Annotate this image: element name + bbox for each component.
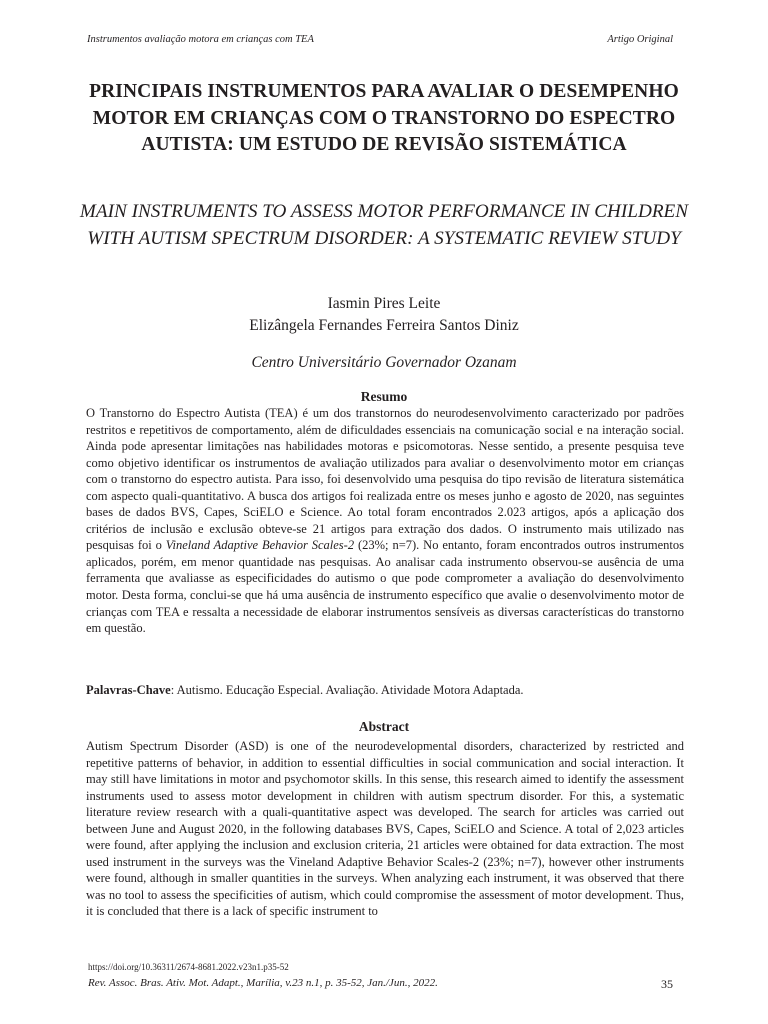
keywords-text: : Autismo. Educação Especial. Avaliação. Atividade Motora Adaptada. bbox=[170, 683, 524, 697]
affiliation: Centro Universitário Governador Ozanam bbox=[251, 354, 517, 371]
running-header-left: Instrumentos avaliação motora em crianças com TEA bbox=[87, 34, 314, 45]
abstract-heading: Abstract bbox=[358, 719, 410, 734]
page-number: 35 bbox=[661, 977, 673, 991]
resumo-heading: Resumo bbox=[360, 389, 408, 404]
title-english: MAIN INSTRUMENTS TO ASSESS MOTOR PERFORMANCE IN CHILDREN WITH AUTISM SPECTRUM DISORDER: A SYSTEMATIC REVIEW STUDY bbox=[79, 201, 689, 249]
author-name: Iasmin Pires Leite bbox=[327, 295, 441, 312]
running-header-right: Artigo Original bbox=[607, 34, 673, 45]
author-name: Elizângela Fernandes Ferreira Santos Diniz bbox=[249, 316, 519, 334]
keywords-label: Palavras-Chave bbox=[86, 683, 171, 697]
resumo-text-part-2: (23%; n=7). No entanto, foram encontrados outros instrumentos aplicados, porém, em menor quantidade nas pesquisas. Ao analisar cada instrumento observou-se ausência de uma ferramenta que avaliasse as especificidades do autismo o que pode comprometer a avaliação do desenvolvimento motor. Desta forma, conclui-se que há uma ausência de instrumento específico que avalie o desenvolvimento motor de crianças com TEA e ressalta a necessidade de elaborar instrumentos sensíveis as diversas características do transtorno em questão. bbox=[86, 538, 684, 636]
journal-citation: Rev. Assoc. Bras. Ativ. Mot. Adapt., Marília, v.23 n.1, p. 35-52, Jan./Jun., 2022. bbox=[88, 977, 438, 989]
resumo-body bbox=[86, 405, 684, 637]
resumo-text-part-1: O Transtorno do Espectro Autista (TEA) é um dos transtornos do neurodesenvolvimento caracterizado por padrões restritos e repetitivos de comportamento, além de dificuldades essenciais na comunicação social e na interação social. Ainda pode apresentar limitações nas habilidades motoras e psicomotoras. Nesse sentido, a presente pesquisa teve como objetivo identificar os instrumentos de avaliação utilizados para avaliar o desenvolvimento motor em crianças com o transtorno do espectro autista. Para isso, foi desenvolvido uma pesquisa do tipo revisão de literatura sistemática com aspecto quali-quantitativo. A busca dos artigos foi realizada entre os meses junho e agosto de 2020, nas seguintes bases de dados BVS, Capes, SciELO e Science. Ao total foram encontrados 2.023 artigos, após a aplicação dos critérios de inclusão e exclusão obteve-se 21 artigos para extração dos dados. O instrumento mais utilizado nas pesquisas foi o bbox=[86, 406, 684, 553]
keywords bbox=[86, 683, 684, 698]
title-portuguese: PRINCIPAIS INSTRUMENTOS PARA AVALIAR O DESEMPENHO MOTOR EM CRIANÇAS COM O TRANSTORNO DO ESPECTRO AUTISTA: UM ESTUDO DE REVISÃO SISTEMÁTICA bbox=[89, 81, 679, 155]
running-header bbox=[87, 34, 673, 45]
abstract-body: Autism Spectrum Disorder (ASD) is one of the neurodevelopmental disorders, characterized by restricted and repetitive patterns of behavior, in addition to essential difficulties in social communication and social interaction. It may still have limitations in motor and psychomotor skills. In this sense, this research aimed to identify the assessment instruments used to assess motor development in children with autism spectrum disorder. For this, a systematic literature review research with a quali-quantitative aspect was developed. The search for articles was carried out between June and August 2020, in the following databases BVS, Capes, SciELO and Science. A total of 2,023 articles were found, after applying the inclusion and exclusion criteria, 21 articles were obtained for data extraction. The most used instrument in the surveys was the Vineland Adaptive Behavior Scales-2 (23%; n=7), however other instruments were found, although in smaller quantities in the surveys. When analyzing each instrument, it was observed that there was no tool to assess the specificities of autism, which could compromise the assessment of motor development. Thus, it is concluded that there is a lack of specific instrument to bbox=[86, 739, 684, 919]
doi-link[interactable]: https://doi.org/10.36311/2674-8681.2022.v23n1.p35-52 bbox=[88, 962, 289, 972]
author-list bbox=[0, 293, 768, 336]
resumo-instrument-name: Vineland Adaptive Behavior Scales-2 bbox=[165, 538, 355, 553]
